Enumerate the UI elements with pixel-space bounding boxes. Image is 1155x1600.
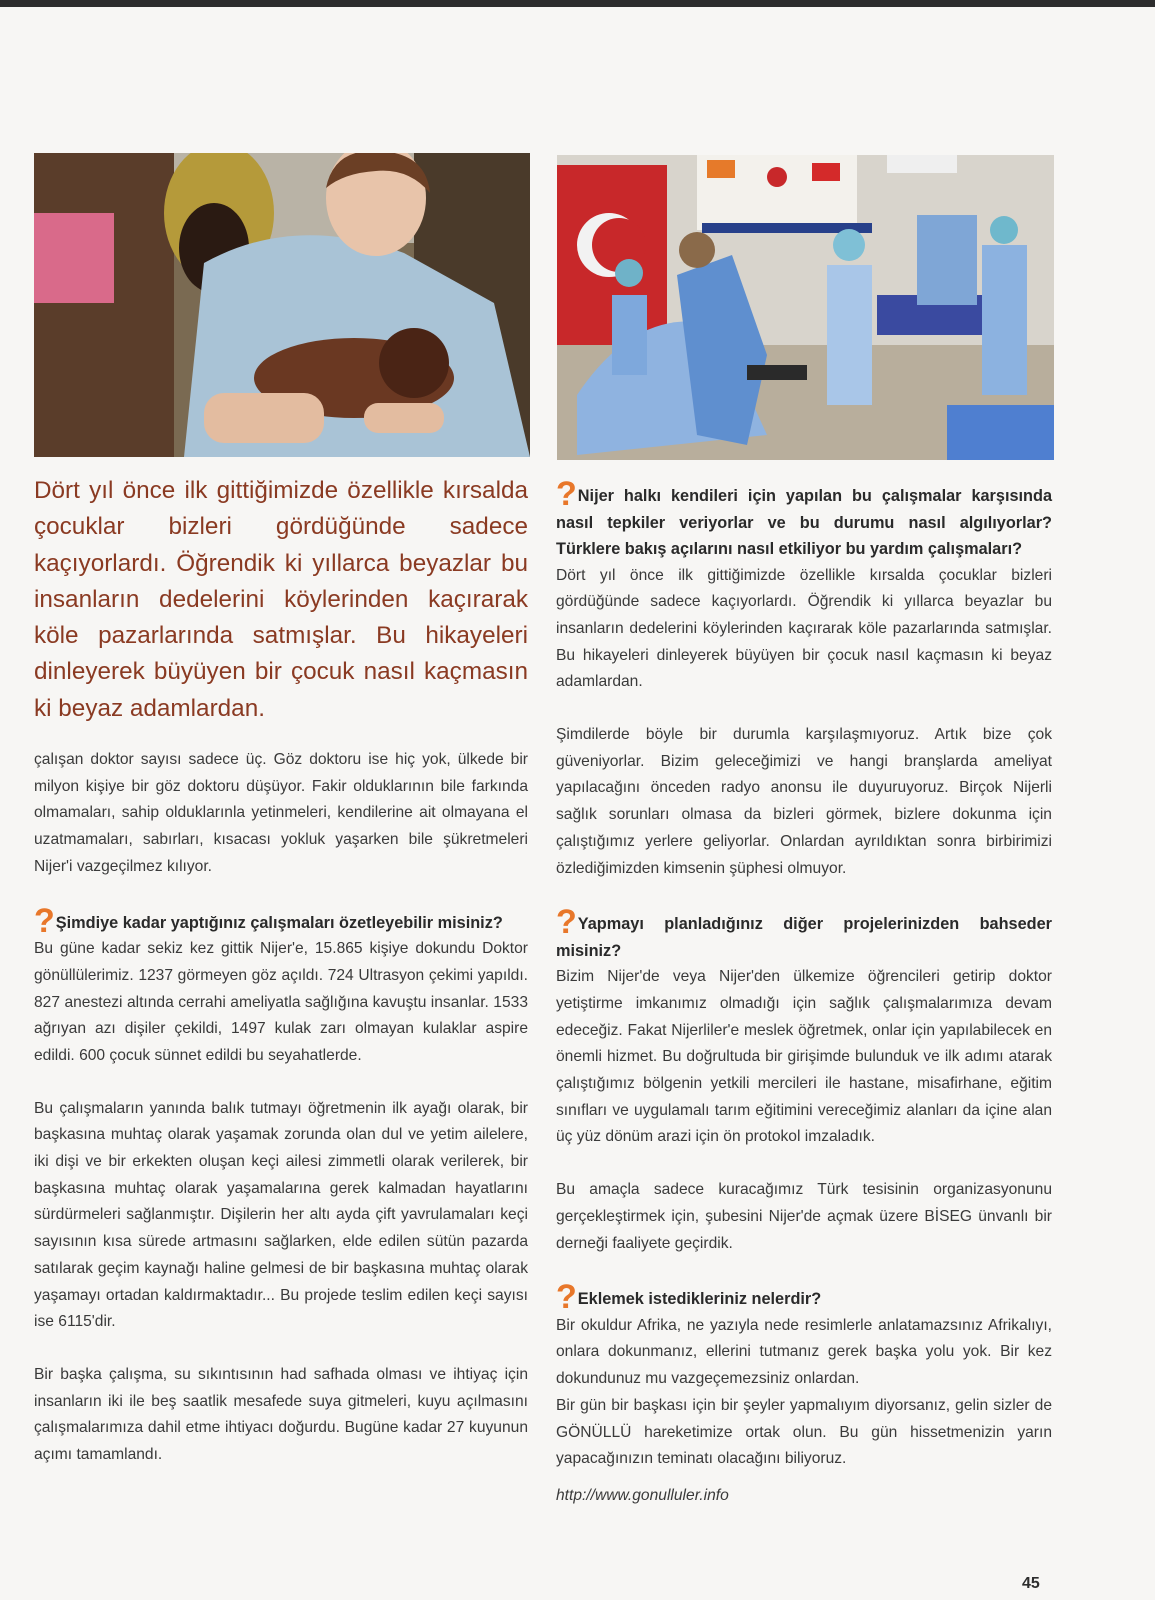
question-heading	[34, 901, 528, 940]
question-mark-icon: ?	[556, 1278, 577, 1317]
answer-paragraph: Bu güne kadar sekiz kez gittik Nijer'e, 15.865 kişiye dokundu Doktor gönüllülerimiz. 1237 görmeyen göz açıldı. 724 Ultrasyon çekimi yapıldı. 827 anestezi altında cerrahi ameliyatla sağlığına kavuştu insanlar. 1533 ağrıyan azı dişiler çekildi, 1497 kulak zarı olmayan kulaklar aspire edildi. 600 çocuk sünnet edildi bu seyahatlerde.	[34, 940, 528, 1064]
right-paragraph-2: Bu amaçla sadece kuracağımız Türk tesisinin organizasyonunu gerçekleştirmek için, şubesini Nijer'de açmak üzere BİSEG ünvanlı bir derneği faaliyete geçirdik.	[556, 1181, 1052, 1252]
right-column	[556, 475, 1052, 1505]
question-text: Nijer halkı kendileri için yapılan bu çalışmalar karşısında nasıl tepkiler veriyorlar ve bu durumu nasıl algılıyorlar? Türklere bakış açılarını nasıl etkiliyor bu yardım çalışmaları?	[556, 487, 1052, 558]
right-paragraph-1: Şimdilerde böyle bir durumla karşılaşmıyoruz. Artık bize çok güveniyorlar. Bizim geleceğimizi ve hangi branşlarda ameliyat yapılacağını önceden radyo anonsu ile duyuruyoruz. Birçok Nijerli sağlık sorunları olmasa da bizleri görmek, bizlere dokunma için çalıştığımız yerlere geliyorlar. Onlardan ayrıldıktan sonra birbirimizi özlediğimizden kimsenin şüphesi olmuyor.	[556, 726, 1052, 877]
question-mark-icon: ?	[556, 903, 577, 942]
left-paragraph-2: Bu çalışmaların yanında balık tutmayı öğretmenin ilk ayağı olarak, bir başkasına muhtaç olarak yaşamak zorunda olan dul ve yetim ailelere, iki dişi ve bir erkekten oluşan keçi ailesi zimmetli olarak verilerek, bir başkasına muhtaç olarak yaşamalarına gerek kalmadan hayatlarını sürdürmeleri sağlanmıştır. Dişilerin her altı ayda çift yavrulamaları keçi sayısının kısa sürede artmasını sağlarken, elde edilen sütün pazarda satılarak geçim kaynağı haline gelmesi de bir başkasına muhtaç olarak yaşamayı ortadan kaldırmaktadır... Bu projede teslim edilen keçi sayısı ise 6115'dir.	[34, 1099, 528, 1331]
left-paragraph-3: Bir başka çalışma, su sıkıntısının had safhada olması ve ihtiyaç için insanların iki ile beş saatlik mesafede suya gitmeleri, kuyu açılmasını çalışmalarımıza dahil etme ihtiyacı doğurdu. Bugüne kadar 27 kuyunun açımı tamamlandı.	[34, 1365, 528, 1464]
spacer	[556, 696, 1052, 722]
photo-volunteer-with-newborn	[34, 153, 530, 457]
question-heading	[556, 475, 1052, 563]
photo-icon	[34, 153, 530, 457]
spacer	[34, 1070, 528, 1096]
question-mark-icon: ?	[556, 475, 577, 513]
left-paragraph-1: çalışan doktor sayısı sadece üç. Göz doktoru ise hiç yok, ülkede bir milyon kişiye bir göz doktoru düşüyor. Fakir olduklarının bile farkında olmamaları, sahip olduklarınla yetinmeleri, kendilerine ait olmayana el uzatmamaları, sabırları, kısacası yokluk yaşarken bile şükretmeleri Nijer'i vazgeçilmez kılıyor.	[34, 751, 528, 875]
left-column	[34, 473, 528, 1469]
answer-paragraph: Bir gün bir başkası için bir şeyler yapmalıyım diyorsanız, gelin sizler de GÖNÜLLÜ hareketimize ortak olun. Bu gün hissetmenizin yarın yapacağınızın teminatı olacağını biliyoruz.	[556, 1396, 1052, 1468]
pull-quote: Dört yıl önce ilk gittiğimizde özellikle kırsalda çocuklar bizleri gördüğünde sadece kaçıyorlardı. Öğrendik ki yıllarca beyazlar bu insanların dedelerini köylerinden kaçırarak köle pazarlarında satmışlar. Bu hikayeleri dinleyerek büyüyen bir çocuk nasıl kaçmasın ki beyaz adamlardan.	[34, 477, 528, 722]
question-text: Yapmayı planladığınız diğer projelerinizden bahseder misiniz?	[556, 915, 1052, 960]
page-number: 45	[1022, 1575, 1040, 1592]
photo-icon	[557, 155, 1054, 460]
answer-paragraph: Dört yıl önce ilk gittiğimizde özellikle kırsalda çocuklar bizleri gördüğünde sadece kaçıyorlardı. Öğrendik ki yıllarca beyazlar bu insanların dedelerini köylerinden kaçırarak köle pazarlarında satmışlar. Bu hikayeleri dinleyerek büyüyen bir çocuk nasıl kaçmasın ki beyaz adamlardan.	[556, 566, 1052, 691]
photo-operating-room	[557, 155, 1054, 460]
spacer	[34, 881, 528, 907]
question-text: Şimdiye kadar yaptığınız çalışmaları özetleyebilir misiniz?	[55, 913, 503, 932]
spacer	[556, 882, 1052, 908]
answer-paragraph: Bizim Nijer'de veya Nijer'den ülkemize öğrencileri getirip doktor yetiştirme imkanımız olmadığı için sağlık çalışmalarımıza devam edeceğiz. Fakat Nijerliler'e meslek öğretmek, onlar için yapılabilecek en önemli hizmet. Bu doğrultuda bir girişimde bulunduk ve ilk adımı atarak çalıştığımız bölgenin yetkili mercileri ile hastane, misafirhane, eğitim sınıfları ve uygulamalı tarım eğitimini vereceğimiz alanları da içine alan üç yüz dönüm arazi için ön protokol imzaladık.	[556, 968, 1052, 1146]
question-text: Eklemek istedikleriniz nelerdir?	[577, 1290, 822, 1309]
answer-paragraph: Bir okuldur Afrika, ne yazıyla nede resimlerle anlatamazsınız Afrikalıyı, onlara dokunmanız, ellerini tutmanız gerek başka yolu yok. Bir kez dokundunuz mu vazgeçemezsiniz onlardan.	[556, 1316, 1052, 1388]
question-mark-icon: ?	[34, 901, 55, 940]
spacer	[34, 1336, 528, 1362]
website-link[interactable]: http://www.gonulluler.info	[556, 1486, 729, 1504]
question-heading	[556, 903, 1052, 964]
spacer	[556, 1257, 1052, 1283]
question-heading	[556, 1278, 1052, 1317]
spacer	[556, 1151, 1052, 1177]
top-rule	[0, 0, 1155, 7]
